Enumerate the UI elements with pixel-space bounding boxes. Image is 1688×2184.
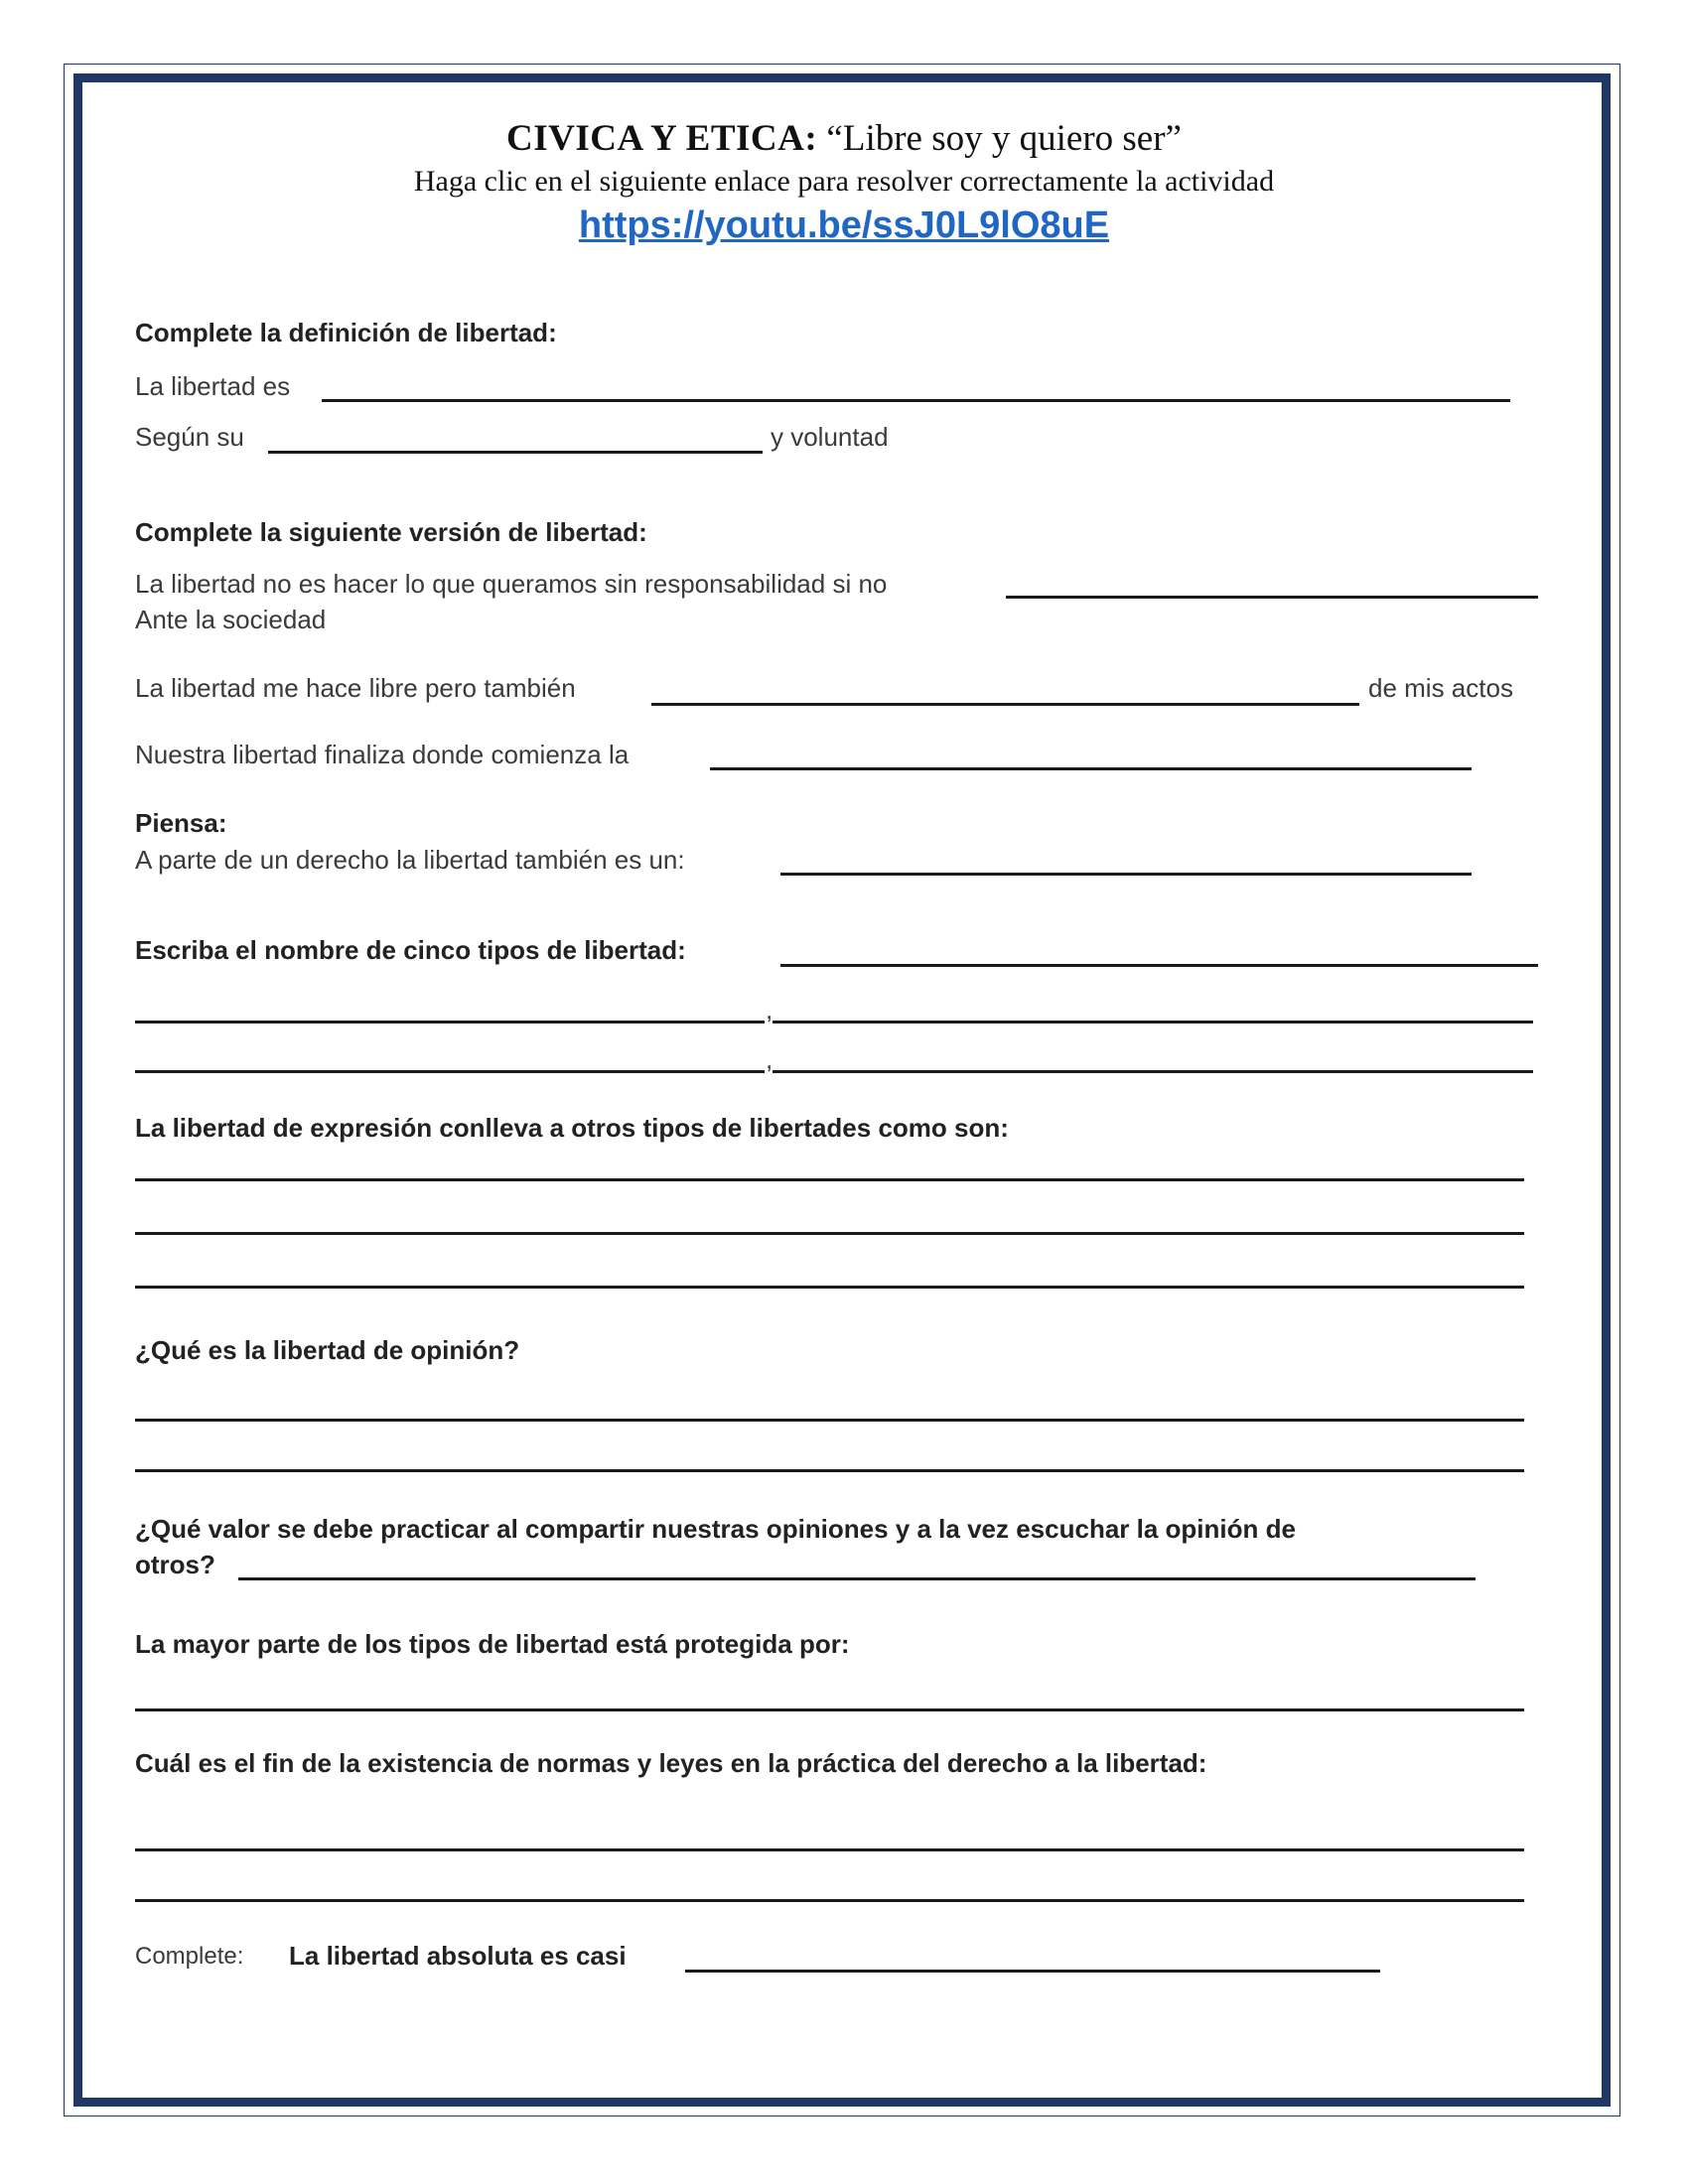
types-blank-1[interactable] bbox=[780, 964, 1538, 967]
worksheet-title bbox=[0, 117, 1688, 160]
opinion-heading: ¿Qué es la libertad de opinión? bbox=[135, 1335, 520, 1365]
definition-line1-label: La libertad es bbox=[135, 371, 291, 401]
definition-line2-suffix: y voluntad bbox=[771, 422, 889, 452]
version-q1-text: La libertad no es hacer lo que queramos sin responsabilidad si no bbox=[135, 569, 888, 599]
norms-blank-2[interactable] bbox=[135, 1899, 1524, 1902]
absolute-question: La libertad absoluta es casi bbox=[289, 1941, 627, 1971]
absolute-label: Complete: bbox=[135, 1943, 244, 1970]
types-heading: Escriba el nombre de cinco tipos de libertad: bbox=[135, 935, 686, 965]
definition-line2-label: Según su bbox=[135, 422, 244, 452]
value-question-line1: ¿Qué valor se debe practicar al compartir nuestras opiniones y a la vez escuchar la opinión de bbox=[135, 1514, 1296, 1544]
protected-blank[interactable] bbox=[135, 1708, 1524, 1711]
value-question-line2: otros? bbox=[135, 1550, 215, 1579]
types-blank-2[interactable] bbox=[135, 1021, 765, 1024]
types-blank-5[interactable] bbox=[773, 1070, 1533, 1073]
title-quote: “Libre soy y quiero ser” bbox=[826, 118, 1182, 159]
definition-blank-2[interactable] bbox=[268, 451, 763, 454]
version-blank-1[interactable] bbox=[1006, 596, 1538, 599]
opinion-blank-2[interactable] bbox=[135, 1469, 1524, 1472]
value-blank[interactable] bbox=[238, 1577, 1476, 1580]
expression-blank-2[interactable] bbox=[135, 1232, 1524, 1235]
protected-heading: La mayor parte de los tipos de libertad está protegida por: bbox=[135, 1629, 850, 1659]
types-blank-4[interactable] bbox=[135, 1070, 765, 1073]
think-heading: Piensa: bbox=[135, 808, 227, 838]
norms-heading: Cuál es el fin de la existencia de normas y leyes en la práctica del derecho a la libertad: bbox=[135, 1748, 1207, 1778]
version-q3-text: Nuestra libertad finaliza donde comienza la bbox=[135, 740, 630, 769]
title-subject: CIVICA Y ETICA: bbox=[506, 118, 818, 159]
expression-blank-3[interactable] bbox=[135, 1286, 1524, 1289]
opinion-blank-1[interactable] bbox=[135, 1419, 1524, 1422]
types-separator-1: , bbox=[766, 995, 774, 1024]
types-separator-2: , bbox=[766, 1044, 774, 1074]
page-border-inner bbox=[73, 73, 1611, 2107]
version-blank-3[interactable] bbox=[710, 767, 1472, 770]
think-question: A parte de un derecho la libertad también es un: bbox=[135, 845, 685, 875]
version-q1-continuation: Ante la sociedad bbox=[135, 605, 327, 634]
version-heading: Complete la siguiente versión de libertad: bbox=[135, 517, 647, 547]
absolute-blank[interactable] bbox=[685, 1970, 1380, 1973]
types-blank-3[interactable] bbox=[773, 1021, 1533, 1024]
norms-blank-1[interactable] bbox=[135, 1848, 1524, 1851]
expression-blank-1[interactable] bbox=[135, 1178, 1524, 1181]
definition-heading: Complete la definición de libertad: bbox=[135, 318, 557, 347]
video-link[interactable]: https://youtu.be/ssJ0L9lO8uE bbox=[578, 205, 1110, 246]
version-blank-2[interactable] bbox=[651, 703, 1359, 706]
think-blank[interactable] bbox=[780, 873, 1472, 876]
instructions-subtitle: Haga clic en el siguiente enlace para resolver correctamente la actividad bbox=[413, 165, 1275, 198]
version-q2-text: La libertad me hace libre pero también bbox=[135, 673, 576, 703]
definition-blank-1[interactable] bbox=[322, 399, 1510, 402]
expression-heading: La libertad de expresión conlleva a otros tipos de libertades como son: bbox=[135, 1113, 1009, 1143]
version-q2-suffix: de mis actos bbox=[1368, 673, 1513, 703]
